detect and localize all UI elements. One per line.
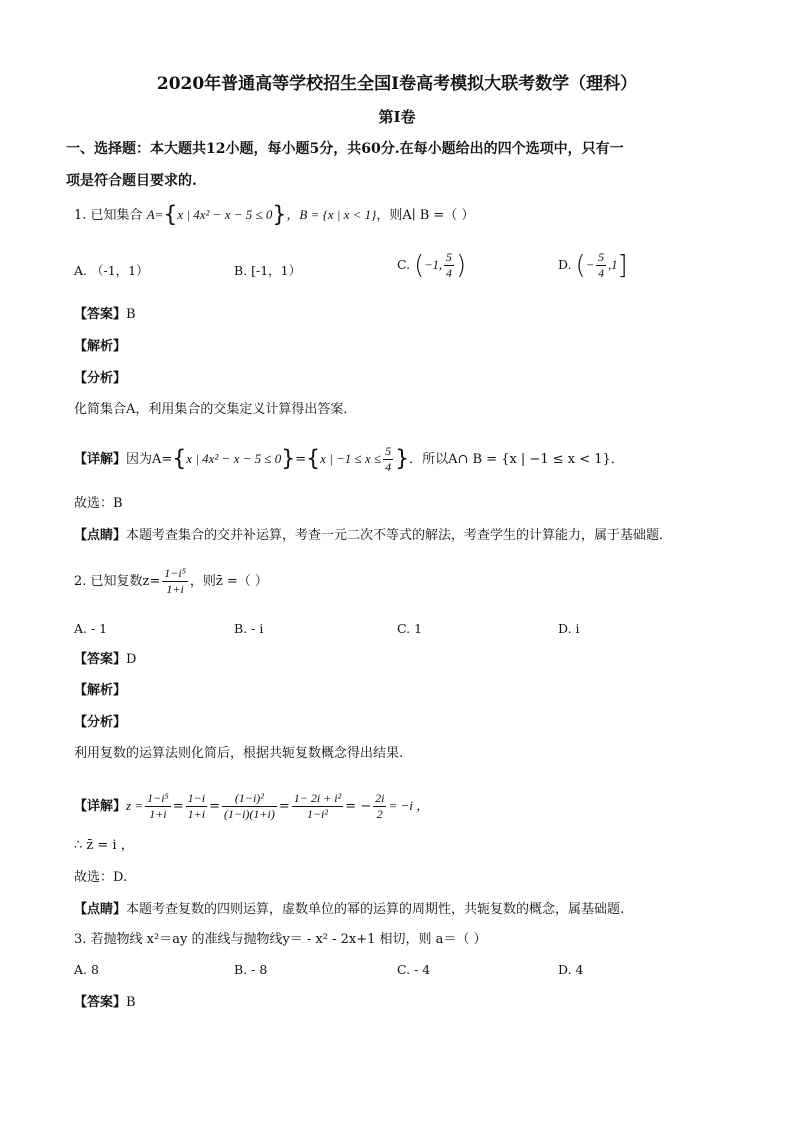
q1-set-a-label: A= bbox=[146, 207, 164, 222]
q1-fenxi-text: 化简集合A，利用集合的交集定义计算得出答案． bbox=[74, 402, 357, 417]
q2-answer: 【答案】D bbox=[74, 652, 137, 667]
q1-analysis-heading: 【解析】 bbox=[74, 339, 127, 354]
q2-fenxi-text: 利用复数的运算法则化简后，根据共轭复数概念得出结果. bbox=[74, 746, 404, 761]
q1-comment: 【点睛】本题考查集合的交并补运算，考查一元二次不等式的解法，考查学生的计算能力，属于基础题． bbox=[74, 528, 673, 543]
question-1: 1. 已知集合 A={x | 4x² − x − 5 ≤ 0}，B = {x | x < 1}，则A∣ B =（ ） bbox=[74, 202, 475, 228]
q2-therefore: ∴ z̄ = i ， bbox=[74, 838, 134, 853]
q3-option-c: C. - 4 bbox=[397, 962, 431, 977]
q1-option-b: B. [-1，1） bbox=[234, 263, 302, 278]
q1-option-d: D. (− $\frac{5}{4}$ ,1] bbox=[558, 250, 628, 281]
q2-option-a: A. - 1 bbox=[74, 621, 108, 636]
q2-fenxi-heading: 【分析】 bbox=[74, 715, 127, 730]
q3-option-a: A. 8 bbox=[74, 962, 99, 977]
q1-set-b: {x | x < 1} bbox=[322, 207, 377, 222]
section-heading-line2: 项是符合题目要求的. bbox=[66, 173, 197, 189]
q2-option-c: C. 1 bbox=[397, 621, 423, 636]
q1-choose: 故选：B bbox=[74, 496, 123, 511]
q1-answer: 【答案】B bbox=[74, 307, 136, 322]
q2-analysis-heading: 【解析】 bbox=[74, 683, 127, 698]
q3-option-b: B. - 8 bbox=[234, 962, 268, 977]
page-title: 2020年普通高等学校招生全国Ⅰ卷高考模拟大联考数学（理科） bbox=[156, 74, 638, 94]
q1-option-c: C. (−1, $\frac{5}{4}$ ) bbox=[397, 250, 467, 281]
q1-set-a-condition: x | 4x² − x − 5 ≤ 0 bbox=[177, 207, 273, 222]
q2-detail: 【详解】z = $\frac{\text{1−i⁵}}{1+i}$ = $\frac{1-i}{1+i}$ = $\frac{\text{(1−i)²}}{(1-i)(1+i)}$ = $\frac{\text{1− 2i + i²}}{\text{1−i²}}$ = − $\frac{2i}{2}$ = −i ， bbox=[74, 791, 430, 821]
q1-detail: 【详解】因为A={x | 4x² − x − 5 ≤ 0}={x | −1 ≤ x ≤ $\frac{5}{4}$ }．所以A∩ B = {x | −1 ≤ x < 1}． bbox=[74, 444, 624, 474]
page-subtitle: 第Ⅰ卷 bbox=[378, 108, 416, 126]
question-2: 2. 已知复数z= $\frac{\text{1−i⁵}}{1+i}$ ，则z̄ =（ ） bbox=[74, 566, 268, 596]
question-3: 3. 若抛物线 x²＝ay 的准线与抛物线y＝ - x² - 2x+1 相切，则 a＝（ ） bbox=[74, 932, 487, 947]
q3-option-d: D. 4 bbox=[558, 962, 584, 977]
q1-option-a: A. （-1，1） bbox=[74, 263, 149, 278]
q3-answer: 【答案】B bbox=[74, 995, 136, 1010]
q1-set-b-label: ，B = bbox=[286, 207, 323, 222]
q2-choose: 故选：D. bbox=[74, 870, 128, 885]
q2-comment: 【点睛】本题考查复数的四则运算，虚数单位的幂的运算的周期性，共轭复数的概念，属基础题. bbox=[74, 902, 625, 917]
q1-ask: ，则A∣ B =（ ） bbox=[376, 208, 475, 223]
q2-option-d: D. i bbox=[558, 621, 580, 636]
q2-option-b: B. - i bbox=[234, 621, 264, 636]
section-heading-line1: 一、选择题：本大题共12小题，每小题5分，共60分.在每小题给出的四个选项中，只有一 bbox=[66, 141, 624, 157]
q1-number: 1. 已知集合 bbox=[74, 208, 143, 223]
q1-fenxi-heading: 【分析】 bbox=[74, 371, 127, 386]
